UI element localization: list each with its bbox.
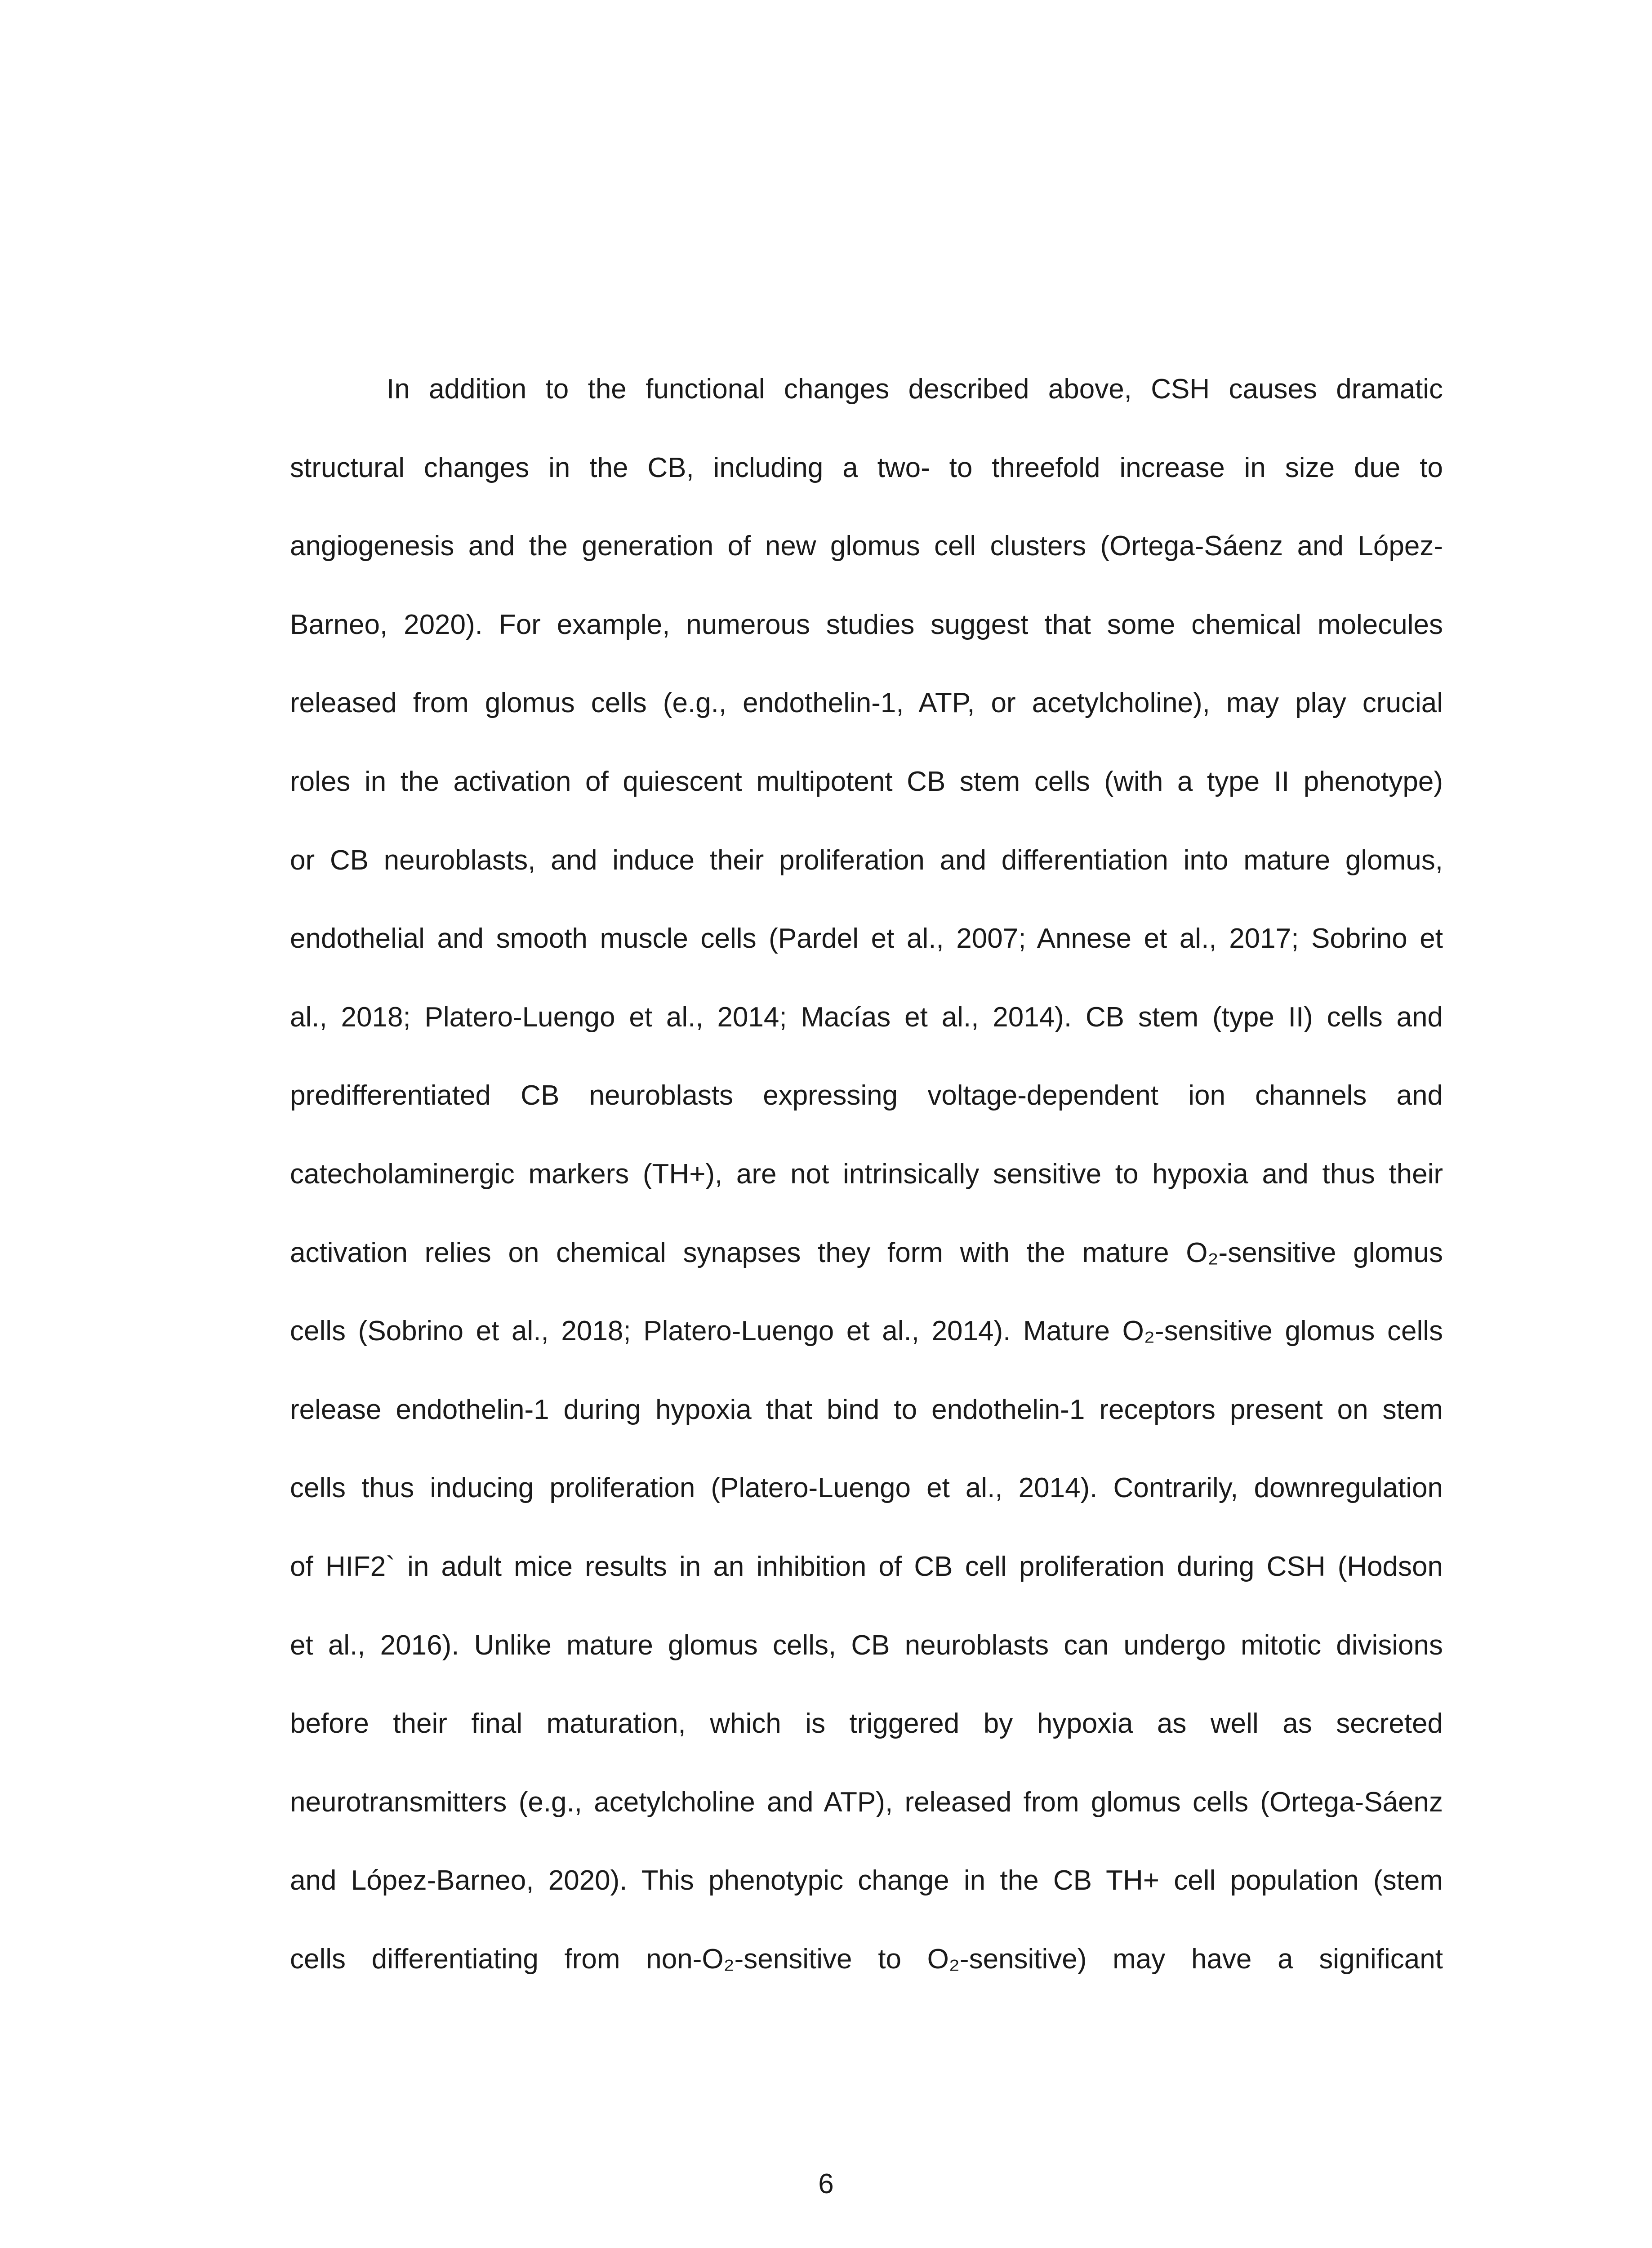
paragraph-line: al., 2018; Platero-Luengo et al., 2014; Macías et al., 2014). CB stem (type II) cells and [290,1001,1443,1033]
paragraph-line: of HIF2` in adult mice results in an inhibition of CB cell proliferation during CSH (Hodson [290,1551,1443,1582]
paragraph-line: release endothelin-1 during hypoxia that bind to endothelin-1 receptors present on stem [290,1394,1443,1425]
paragraph-line: cells thus inducing proliferation (Platero-Luengo et al., 2014). Contrarily, downregulation [290,1472,1443,1504]
paragraph-line: endothelial and smooth muscle cells (Pardel et al., 2007; Annese et al., 2017; Sobrino et [290,923,1443,955]
paragraph-line: released from glomus cells (e.g., endothelin-1, ATP, or acetylcholine), may play crucial [290,687,1443,719]
paragraph-line: activation relies on chemical synapses they form with the mature O₂-sensitive glomus [290,1237,1443,1268]
paragraph-line: et al., 2016). Unlike mature glomus cells, CB neuroblasts can undergo mitotic divisions [290,1629,1443,1661]
paragraph-line: cells (Sobrino et al., 2018; Platero-Luengo et al., 2014). Mature O₂-sensitive glomus cells [290,1316,1443,1347]
page-number: 6 [818,2168,834,2199]
paragraph-line: Barneo, 2020). For example, numerous studies suggest that some chemical molecules [290,609,1443,640]
paragraph-line: before their final maturation, which is triggered by hypoxia as well as secreted [290,1708,1443,1740]
paragraph-line: In addition to the functional changes described above, CSH causes dramatic [387,374,1443,405]
paragraph-line: catecholaminergic markers (TH+), are not intrinsically sensitive to hypoxia and thus their [290,1158,1443,1190]
paragraph-line: cells differentiating from non-O₂-sensitive to O₂-sensitive) may have a significant [290,1943,1443,1975]
paragraph-line: roles in the activation of quiescent multipotent CB stem cells (with a type II phenotype) [290,766,1443,797]
paragraph-line: and López-Barneo, 2020). This phenotypic change in the CB TH+ cell population (stem [290,1865,1443,1896]
paragraph-line: predifferentiated CB neuroblasts expressing voltage-dependent ion channels and [290,1080,1443,1111]
paragraph-line: angiogenesis and the generation of new glomus cell clusters (Ortega-Sáenz and López- [290,531,1443,562]
paragraph-line: or CB neuroblasts, and induce their proliferation and differentiation into mature glomus, [290,844,1443,876]
paragraph-line: structural changes in the CB, including a two- to threefold increase in size due to [290,452,1443,483]
body-paragraph [290,363,1443,2012]
paragraph-line: neurotransmitters (e.g., acetylcholine and ATP), released from glomus cells (Ortega-Sáenz [290,1786,1443,1818]
